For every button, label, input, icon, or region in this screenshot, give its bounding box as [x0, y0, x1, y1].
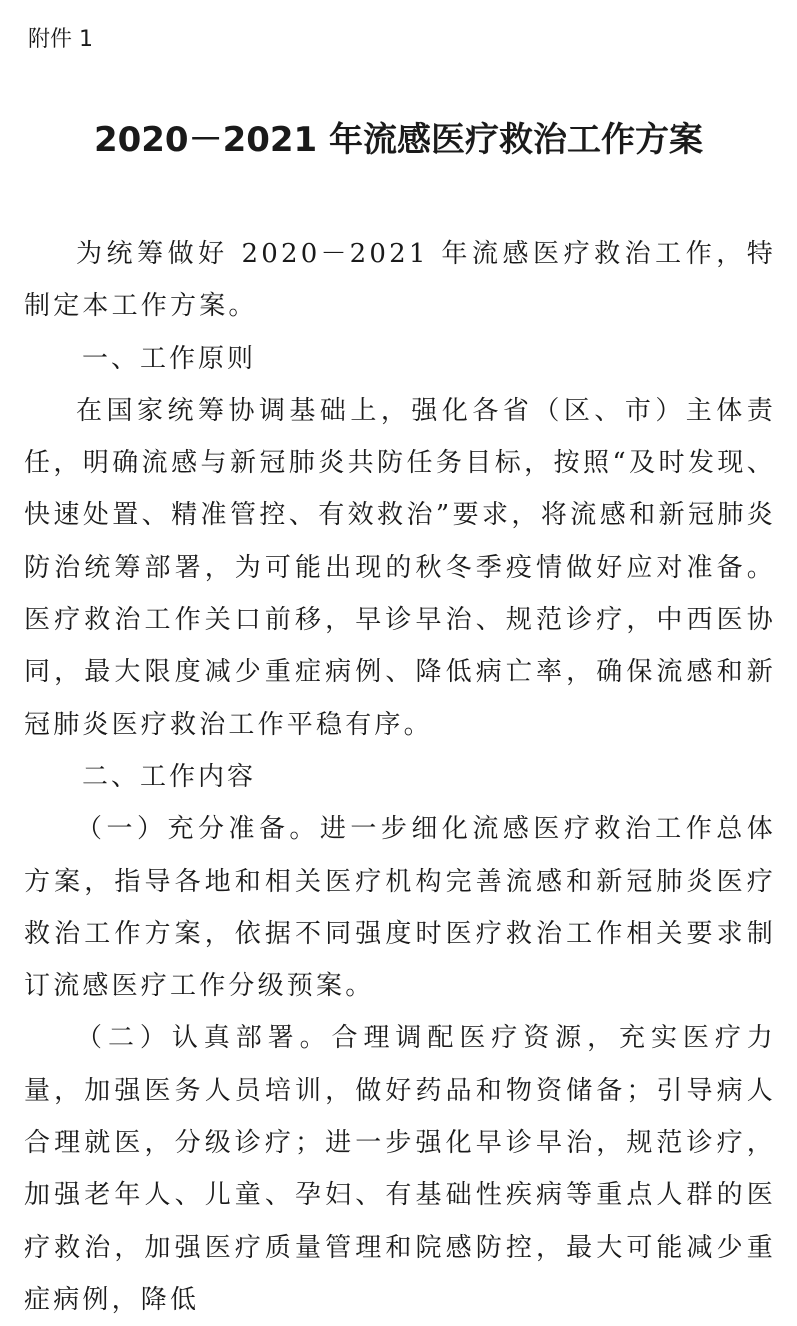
document-body	[24, 228, 776, 1326]
intro-paragraph: 为统筹做好 2020－2021 年流感医疗救治工作，特制定本工作方案。	[24, 239, 776, 322]
item-preparation-text: 进一步细化流感医疗救治工作总体方案，指导各地和相关医疗机构完善流感和新冠肺炎医疗救治工作方案，依据不同强度时医疗救治工作相关要求制订流感医疗工作分级预案。	[24, 814, 776, 1002]
item-preparation-paragraph	[24, 803, 776, 1012]
item-deployment-lead: （二）认真部署。	[76, 1023, 332, 1054]
document-title: 2020－2021 年流感医疗救治工作方案	[93, 120, 704, 160]
section-heading-content: 二、工作内容	[82, 761, 257, 792]
item-deployment-text: 合理调配医疗资源，充实医疗力量，加强医务人员培训，做好药品和物资储备；引导病人合理就医，分级诊疗；进一步强化早诊早治，规范诊疗，加强老年人、儿童、孕妇、有基础性疾病等重点人群的医疗救治，加强医疗质量管理和院感防控，最大可能减少重症病例，降低	[24, 1023, 776, 1315]
attachment-label: 附件 1	[28, 27, 93, 52]
section-heading-principles: 一、工作原则	[82, 343, 257, 374]
principles-paragraph: 在国家统筹协调基础上，强化各省（区、市）主体责任，明确流感与新冠肺炎共防任务目标，按照“及时发现、快速处置、精准管控、有效救治”要求，将流感和新冠肺炎防治统筹部署，为可能出现的秋冬季疫情做好应对准备。医疗救治工作关口前移，早诊早治、规范诊疗，中西医协同，最大限度减少重症病例、降低病亡率，确保流感和新冠肺炎医疗救治工作平稳有序。	[24, 395, 776, 740]
item-preparation-lead: （一）充分准备。	[76, 814, 320, 845]
